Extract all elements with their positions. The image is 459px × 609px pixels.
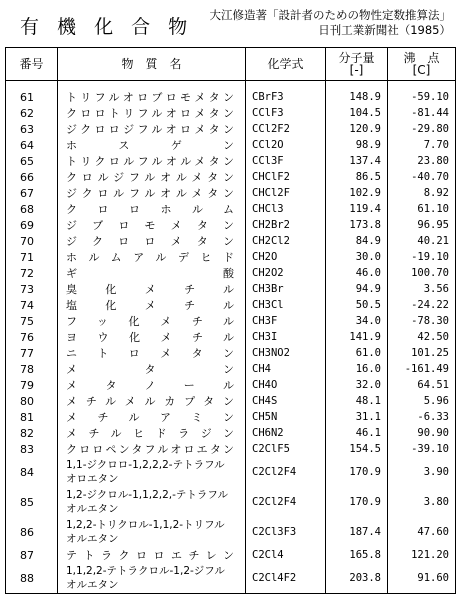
substance-name: トリフルオロブロモメタン	[58, 81, 246, 106]
header-number: 番号	[6, 48, 58, 81]
table-row	[6, 329, 456, 345]
source-line-2: 日刊工業新聞社（1985）	[318, 23, 451, 37]
substance-name: 1,2,2-トリクロル-1,1,2-トリフルオルエタン	[58, 517, 246, 547]
table-header-row	[6, 48, 456, 81]
boiling-point: 8.92	[388, 185, 456, 201]
boiling-point: 64.51	[388, 377, 456, 393]
table-row	[6, 265, 456, 281]
row-number: 80	[6, 393, 58, 409]
substance-name: 1,1-ジクロロ-1,2,2,2-テトラフルオロエタン	[58, 457, 246, 487]
boiling-point: -161.49	[388, 361, 456, 377]
boiling-point: 61.10	[388, 201, 456, 217]
chemical-formula: CH3F	[246, 313, 326, 329]
table-row	[6, 361, 456, 377]
source-citation	[210, 8, 452, 38]
row-number: 70	[6, 233, 58, 249]
boiling-point: -19.10	[388, 249, 456, 265]
molecular-weight: 31.1	[326, 409, 388, 425]
header-molecular-weight-label: 分子量	[338, 51, 375, 65]
chemical-formula: CH3Br	[246, 281, 326, 297]
table-row	[6, 517, 456, 547]
row-number: 82	[6, 425, 58, 441]
row-number: 66	[6, 169, 58, 185]
boiling-point: 3.80	[388, 487, 456, 517]
chemical-formula: CH2Cl2	[246, 233, 326, 249]
row-number: 71	[6, 249, 58, 265]
table-row	[6, 81, 456, 106]
substance-name: 1,2-ジクロル-1,1,2,2,-テトラフルオルエタン	[58, 487, 246, 517]
table-body	[6, 81, 456, 594]
row-number: 87	[6, 547, 58, 563]
boiling-point: 40.21	[388, 233, 456, 249]
molecular-weight: 16.0	[326, 361, 388, 377]
substance-name: メチルアミン	[58, 409, 246, 425]
table-row	[6, 377, 456, 393]
row-number: 72	[6, 265, 58, 281]
table-row	[6, 441, 456, 457]
table-row	[6, 297, 456, 313]
substance-name: メチルヒドラジン	[58, 425, 246, 441]
table-row	[6, 313, 456, 329]
substance-name: ホスゲン	[58, 137, 246, 153]
boiling-point: 5.96	[388, 393, 456, 409]
boiling-point: -6.33	[388, 409, 456, 425]
boiling-point: 100.70	[388, 265, 456, 281]
row-number: 77	[6, 345, 58, 361]
table-row	[6, 345, 456, 361]
molecular-weight: 148.9	[326, 81, 388, 106]
chemical-formula: CH3NO2	[246, 345, 326, 361]
substance-name: 臭化メチル	[58, 281, 246, 297]
molecular-weight: 137.4	[326, 153, 388, 169]
molecular-weight: 46.1	[326, 425, 388, 441]
substance-name: ギ酸	[58, 265, 246, 281]
molecular-weight: 120.9	[326, 121, 388, 137]
table-row	[6, 217, 456, 233]
chemical-formula: C2Cl2F4	[246, 457, 326, 487]
row-number: 67	[6, 185, 58, 201]
chemical-formula: CH2O2	[246, 265, 326, 281]
substance-name: テトラクロロエチレン	[58, 547, 246, 563]
molecular-weight: 203.8	[326, 563, 388, 594]
chemical-formula: CCl2O	[246, 137, 326, 153]
table-row	[6, 201, 456, 217]
table-row	[6, 249, 456, 265]
boiling-point: 3.90	[388, 457, 456, 487]
molecular-weight: 61.0	[326, 345, 388, 361]
molecular-weight: 32.0	[326, 377, 388, 393]
molecular-weight: 84.9	[326, 233, 388, 249]
chemical-formula: CH4O	[246, 377, 326, 393]
substance-name: 1,1,2,2-テトラクロル-1,2-ジフルオルエタン	[58, 563, 246, 594]
row-number: 69	[6, 217, 58, 233]
header-substance-name: 物 質 名	[58, 48, 246, 81]
substance-name: クロロペンタフルオロエタン	[58, 441, 246, 457]
chemical-formula: CHCl3	[246, 201, 326, 217]
boiling-point: 101.25	[388, 345, 456, 361]
molecular-weight: 48.1	[326, 393, 388, 409]
table-row	[6, 547, 456, 563]
boiling-point: 121.20	[388, 547, 456, 563]
row-number: 85	[6, 487, 58, 517]
substance-name: ヨウ化メチル	[58, 329, 246, 345]
row-number: 62	[6, 105, 58, 121]
boiling-point: 42.50	[388, 329, 456, 345]
table-row	[6, 393, 456, 409]
boiling-point: 90.90	[388, 425, 456, 441]
boiling-point: 91.60	[388, 563, 456, 594]
molecular-weight: 170.9	[326, 457, 388, 487]
table-row	[6, 137, 456, 153]
header-boiling-point	[388, 48, 456, 81]
chemical-formula: CH4S	[246, 393, 326, 409]
molecular-weight: 104.5	[326, 105, 388, 121]
boiling-point: -59.10	[388, 81, 456, 106]
molecular-weight: 170.9	[326, 487, 388, 517]
molecular-weight: 154.5	[326, 441, 388, 457]
molecular-weight: 98.9	[326, 137, 388, 153]
molecular-weight: 94.9	[326, 281, 388, 297]
row-number: 78	[6, 361, 58, 377]
substance-name: メタノール	[58, 377, 246, 393]
header-molecular-weight-unit: [-]	[349, 63, 364, 77]
chemical-formula: CH2Br2	[246, 217, 326, 233]
table-row	[6, 153, 456, 169]
row-number: 76	[6, 329, 58, 345]
substance-name: メチルメルカプタン	[58, 393, 246, 409]
boiling-point: -24.22	[388, 297, 456, 313]
compound-table	[5, 47, 456, 594]
table-row	[6, 281, 456, 297]
chemical-formula: CHCl2F	[246, 185, 326, 201]
chemical-formula: C2Cl4F2	[246, 563, 326, 594]
header-formula: 化学式	[246, 48, 326, 81]
header-boiling-point-unit: [C]	[412, 63, 431, 77]
row-number: 75	[6, 313, 58, 329]
boiling-point: 47.60	[388, 517, 456, 547]
molecular-weight: 50.5	[326, 297, 388, 313]
row-number: 73	[6, 281, 58, 297]
molecular-weight: 86.5	[326, 169, 388, 185]
substance-name: クロルジフルオルメタン	[58, 169, 246, 185]
molecular-weight: 141.9	[326, 329, 388, 345]
source-line-1: 大江修造著「設計者のための物性定数推算法」	[209, 8, 451, 22]
table-row	[6, 105, 456, 121]
substance-name: トリクロルフルオルメタン	[58, 153, 246, 169]
chemical-formula: CH2O	[246, 249, 326, 265]
chemical-formula: CHClF2	[246, 169, 326, 185]
boiling-point: -40.70	[388, 169, 456, 185]
chemical-formula: CCl2F2	[246, 121, 326, 137]
molecular-weight: 46.0	[326, 265, 388, 281]
row-number: 65	[6, 153, 58, 169]
molecular-weight: 30.0	[326, 249, 388, 265]
chemical-formula: CH6N2	[246, 425, 326, 441]
header-molecular-weight	[326, 48, 388, 81]
substance-name: クロロホルム	[58, 201, 246, 217]
chemical-formula: C2Cl3F3	[246, 517, 326, 547]
substance-name: 塩化メチル	[58, 297, 246, 313]
molecular-weight: 34.0	[326, 313, 388, 329]
chemical-formula: CH3Cl	[246, 297, 326, 313]
table-row	[6, 425, 456, 441]
boiling-point: -39.10	[388, 441, 456, 457]
boiling-point: -81.44	[388, 105, 456, 121]
chemical-formula: CH4	[246, 361, 326, 377]
row-number: 81	[6, 409, 58, 425]
substance-name: ジクロロメタン	[58, 233, 246, 249]
row-number: 83	[6, 441, 58, 457]
row-number: 74	[6, 297, 58, 313]
table-row	[6, 409, 456, 425]
chemical-formula: C2ClF5	[246, 441, 326, 457]
table-row	[6, 169, 456, 185]
boiling-point: -78.30	[388, 313, 456, 329]
molecular-weight: 165.8	[326, 547, 388, 563]
table-row	[6, 487, 456, 517]
row-number: 79	[6, 377, 58, 393]
molecular-weight: 187.4	[326, 517, 388, 547]
substance-name: ニトロメタン	[58, 345, 246, 361]
boiling-point: 23.80	[388, 153, 456, 169]
boiling-point: 3.56	[388, 281, 456, 297]
table-row	[6, 457, 456, 487]
page-title: 有 機 化 合 物	[20, 16, 194, 38]
chemical-formula: CH5N	[246, 409, 326, 425]
chemical-formula: CBrF3	[246, 81, 326, 106]
row-number: 88	[6, 563, 58, 594]
row-number: 86	[6, 517, 58, 547]
substance-name: ジブロモメタン	[58, 217, 246, 233]
molecular-weight: 119.4	[326, 201, 388, 217]
substance-name: ジクロルフルオルメタン	[58, 185, 246, 201]
chemical-formula: C2Cl4	[246, 547, 326, 563]
row-number: 61	[6, 81, 58, 106]
chemical-formula: CClF3	[246, 105, 326, 121]
chemical-formula: CH3I	[246, 329, 326, 345]
boiling-point: 7.70	[388, 137, 456, 153]
substance-name: メタン	[58, 361, 246, 377]
table-row	[6, 121, 456, 137]
row-number: 68	[6, 201, 58, 217]
molecular-weight: 102.9	[326, 185, 388, 201]
substance-name: フッ化メチル	[58, 313, 246, 329]
chemical-formula: C2Cl2F4	[246, 487, 326, 517]
table-row	[6, 563, 456, 594]
chemical-formula: CCl3F	[246, 153, 326, 169]
table-row	[6, 233, 456, 249]
substance-name: ホルムアルデヒド	[58, 249, 246, 265]
header-boiling-point-label: 沸 点	[403, 51, 440, 65]
boiling-point: 96.95	[388, 217, 456, 233]
row-number: 84	[6, 457, 58, 487]
molecular-weight: 173.8	[326, 217, 388, 233]
row-number: 64	[6, 137, 58, 153]
substance-name: クロロトリフルオロメタン	[58, 105, 246, 121]
substance-name: ジクロロジフルオロメタン	[58, 121, 246, 137]
boiling-point: -29.80	[388, 121, 456, 137]
table-row	[6, 185, 456, 201]
row-number: 63	[6, 121, 58, 137]
